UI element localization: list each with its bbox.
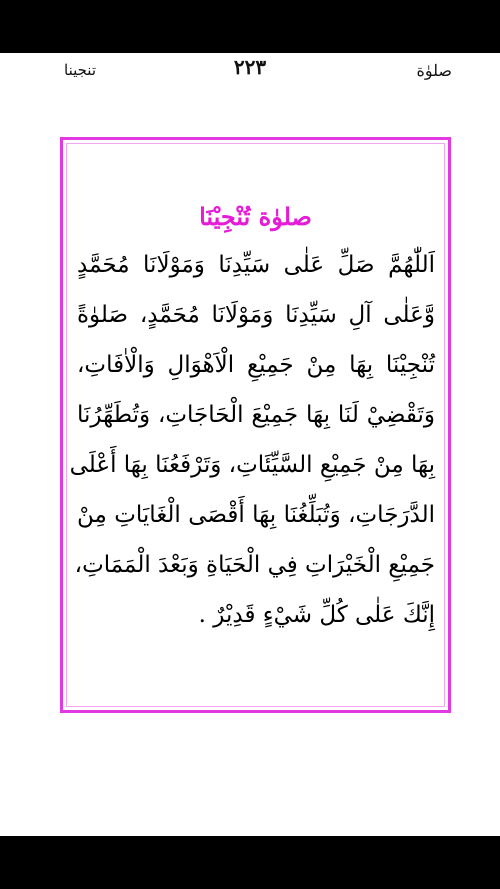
prayer-text	[69, 240, 435, 640]
prayer-title: صلوٰة تُنْجِيْنَا	[199, 202, 312, 231]
prayer-line: الدَّرَجَاتِ، وَتُبَلِّغُنَا بِهَا أَقْصَى الْغَايَاتِ مِنْ	[77, 502, 435, 528]
prayer-line: اَللّٰهُمَّ صَلِّ عَلٰى سَيِّدِنَا وَمَوْلَانَا مُحَمَّدٍ	[77, 252, 435, 278]
prayer-line: جَمِيْعِ الْخَيْرَاتِ فِي الْحَيَاةِ وَبَعْدَ الْمَمَاتِ،	[74, 552, 435, 578]
prayer-frame	[60, 137, 451, 713]
prayer-line: تُنْجِيْنَا بِهَا مِنْ جَمِيْعِ الْاَهْوَالِ وَالْاٰفَاتِ،	[77, 352, 435, 378]
page-header	[0, 55, 500, 85]
prayer-line: وَتَقْضِيْ لَنَا بِهَا جَمِيْعَ الْحَاجَاتِ، وَتُطَهِّرُنَا	[77, 402, 435, 428]
page-number: ٢٢٣	[233, 55, 267, 79]
prayer-line: إِنَّكَ عَلٰى كُلِّ شَيْءٍ قَدِيْرٌ .	[198, 602, 435, 628]
prayer-line: وَّعَلٰى آلِ سَيِّدِنَا وَمَوْلَانَا مُحَمَّدٍ، صَلوٰةً	[77, 302, 435, 328]
header-right-title: صلوٰة	[416, 61, 452, 80]
header-left-title: تنجينا	[64, 61, 97, 79]
prayer-line: بِهَا مِنْ جَمِيْعِ السَّيِّئَاتِ، وَتَرْفَعُنَا بِهَا أَعْلَى	[69, 452, 435, 478]
